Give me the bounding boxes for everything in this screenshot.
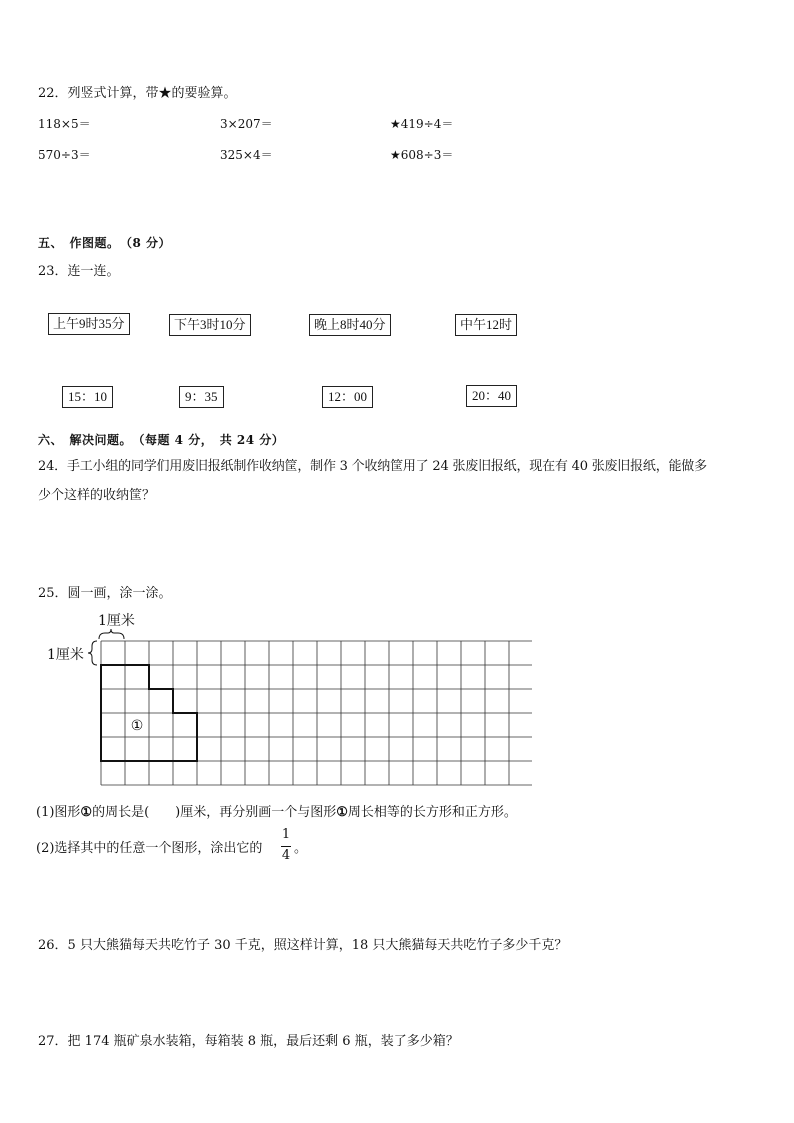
section-6-heading: 六、 解决问题。 （每题 4 分， 共 24 分） bbox=[38, 433, 285, 447]
q25-sub1 bbox=[36, 801, 517, 820]
time-box-noon: 中午12时 bbox=[455, 314, 517, 336]
section-5-heading: 五、 作图题。 （8 分） bbox=[38, 236, 172, 250]
q22-item-5: 325×4＝ bbox=[220, 148, 273, 162]
time-box-evening: 晚上8时40分 bbox=[309, 314, 391, 336]
q24-line-2: 少个这样的收纳筐？ bbox=[38, 488, 156, 503]
time-box-morning: 上午9时35分 bbox=[48, 313, 130, 335]
time-box-afternoon: 下午3时10分 bbox=[169, 314, 251, 336]
q25-sub2-end: 。 bbox=[294, 841, 308, 856]
brace-left bbox=[86, 640, 100, 666]
fraction-bar bbox=[281, 846, 291, 847]
q25-sub1-part-a: (1)图形 bbox=[36, 805, 81, 820]
q22-item-4: 570÷3＝ bbox=[38, 148, 91, 162]
clock-box-2040: 20：40 bbox=[466, 385, 517, 407]
q22-item-6: ★608÷3＝ bbox=[390, 148, 454, 162]
q23-title: 23．连一连。 bbox=[38, 264, 120, 279]
q26-text: 26．5 只大熊猫每天共吃竹子 30 千克，照这样计算，18 只大熊猫每天共吃竹子多少千克？ bbox=[38, 938, 568, 953]
shape-1-label: ① bbox=[130, 718, 144, 734]
grid-lines bbox=[101, 641, 532, 785]
q22-item-1: 118×5＝ bbox=[38, 117, 91, 131]
fraction-numerator: 1 bbox=[281, 827, 291, 842]
square-grid[interactable] bbox=[100, 640, 532, 788]
clock-box-1200: 12：00 bbox=[322, 386, 373, 408]
brace-top bbox=[96, 628, 128, 640]
unit-label-top: 1厘米 bbox=[98, 613, 135, 629]
q24-line-1: 24．手工小组的同学们用废旧报纸制作收纳筐，制作 3 个收纳筐用了 24 张废旧报纸，现在有 40 张废旧报纸，能做多 bbox=[38, 459, 707, 474]
q22-item-2: 3×207＝ bbox=[220, 117, 273, 131]
shape-ref-2: ① bbox=[336, 805, 348, 820]
q25-sub2: (2)选择其中的任意一个图形，涂出它的 bbox=[36, 841, 263, 856]
clock-box-0935: 9：35 bbox=[179, 386, 224, 408]
unit-label-left: 1厘米 bbox=[47, 647, 84, 663]
q25-sub1-part-b: 的周长是( )厘米，再分别画一个与图形 bbox=[92, 805, 337, 820]
shape-ref-1: ① bbox=[80, 805, 93, 820]
fraction-denominator: 4 bbox=[281, 848, 291, 863]
clock-box-1510: 15：10 bbox=[62, 386, 113, 408]
q22-title: 22．列竖式计算，带★的要验算。 bbox=[38, 86, 237, 101]
q25-title: 25．圆一画，涂一涂。 bbox=[38, 586, 172, 601]
q24-text bbox=[38, 452, 758, 510]
q27-text: 27．把 174 瓶矿泉水装箱，每箱装 8 瓶，最后还剩 6 瓶，装了多少箱？ bbox=[38, 1034, 459, 1049]
q22-item-3: ★419÷4＝ bbox=[390, 117, 454, 131]
q25-sub1-part-c: 周长相等的长方形和正方形。 bbox=[347, 805, 517, 820]
